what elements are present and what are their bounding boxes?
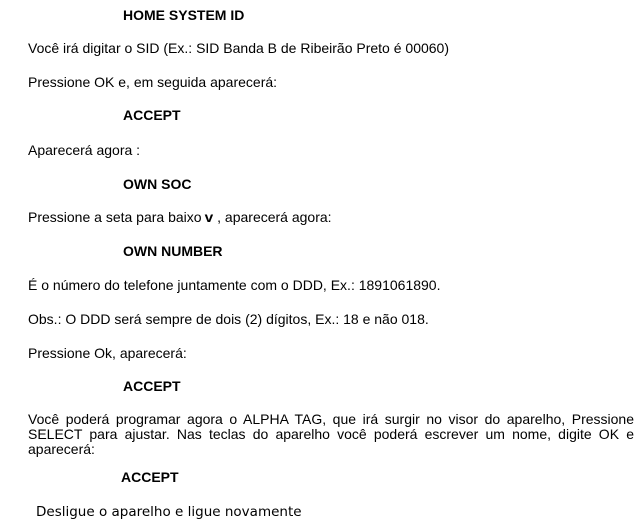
alpha-tag-paragraph: Você poderá programar agora o ALPHA TAG, que irá surgir no visor do aparelho, Pressione SELECT para ajustar. Nas teclas do aparelho você poderá escrever um nome, digite OK e aparecerá: (28, 411, 634, 457)
heading-own-soc: OWN SOC (123, 176, 192, 192)
sid-instruction: Você irá digitar o SID (Ex.: SID Banda B de Ribeirão Preto é 00060) (28, 40, 450, 56)
ddd-note: Obs.: O DDD será sempre de dois (2) dígitos, Ex.: 18 e não 018. (28, 311, 429, 327)
heading-accept-1: ACCEPT (123, 107, 181, 123)
press-ok-instruction-2: Pressione Ok, aparecerá: (28, 345, 187, 361)
heading-accept-2: ACCEPT (123, 378, 181, 394)
heading-accept-3: ACCEPT (121, 469, 179, 485)
phone-number-description: É o número do telefone juntamente com o DDD, Ex.: 1891061890. (28, 277, 441, 293)
heading-own-number: OWN NUMBER (123, 243, 223, 259)
heading-home-system-id: HOME SYSTEM ID (123, 7, 245, 23)
appears-now-text: Aparecerá agora : (28, 142, 141, 158)
arrow-down-instruction (28, 209, 332, 225)
restart-instruction: Desligue o aparelho e ligue novamente (36, 504, 302, 520)
down-arrow-icon: v (205, 209, 214, 225)
press-ok-instruction: Pressione OK e, em seguida aparecerá: (28, 74, 278, 90)
arrow-instruction-prefix: Pressione a seta para baixo (28, 209, 206, 225)
arrow-instruction-suffix: , aparecerá agora: (213, 209, 332, 225)
